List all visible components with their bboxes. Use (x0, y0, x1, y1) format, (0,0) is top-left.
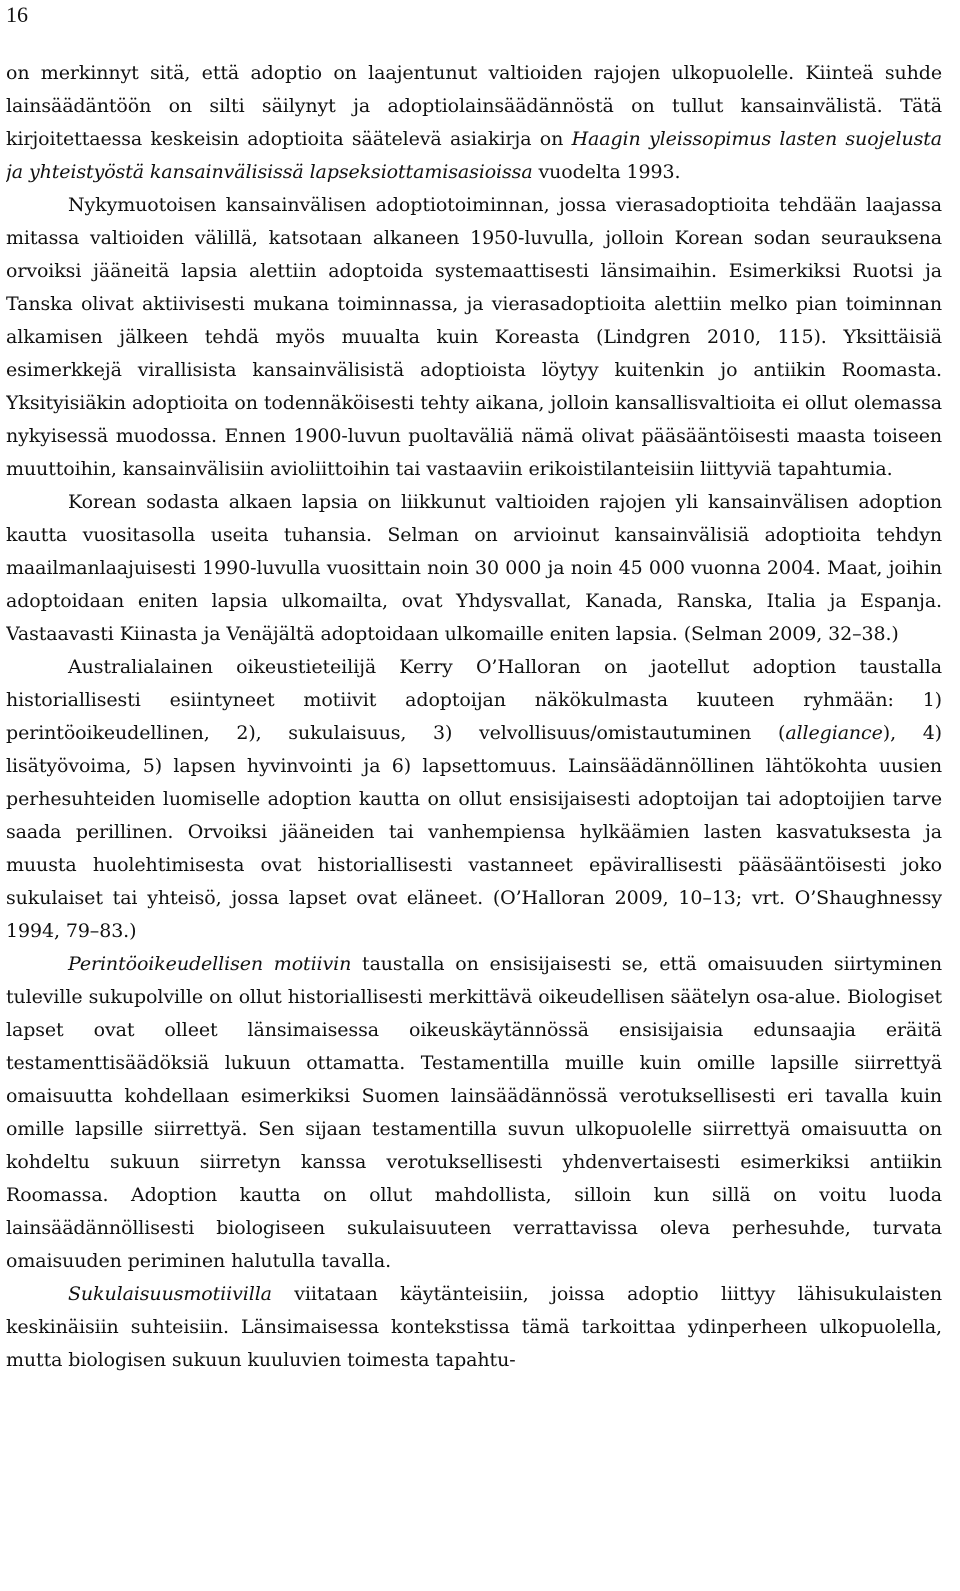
page-number: 16 (6, 2, 28, 27)
paragraph-3 (6, 486, 942, 651)
text-segment: Australialainen oikeustieteilijä Kerry O’Halloran on jaotellut adoption taustalla historiallisesti esiintyneet motiivit adoptoijan näkökulmasta kuuteen ryhmään: 1) perintöoikeudellinen, 2), sukulaisuus, 3) velvollisuus/omistautuminen ( (6, 656, 942, 744)
paragraph-6 (6, 1278, 942, 1377)
document-page (6, 0, 942, 1591)
body-text (6, 57, 942, 1377)
text-segment: Korean sodasta alkaen lapsia on liikkunut valtioiden rajojen yli kansainvälisen adoption kautta vuositasolla useita tuhansia. Selman on arvioinut kansainvälisiä adoptioita tehdyn maailmanlaajuisesti 1990-luvulla vuosittain noin 30 000 ja noin 45 000 vuonna 2004. Maat, joihin adoptoidaan eniten lapsia ulkomailta, ovat Yhdysvallat, Kanada, Ranska, Italia ja Espanja. Vastaavasti Kiinasta ja Venäjältä adoptoidaan ulkomaille eniten lapsia. (Selman 2009, 32–38.) (6, 491, 942, 645)
text-segment-italic: allegiance (785, 722, 883, 744)
text-segment-italic: Perintöoikeudellisen motiivin (68, 953, 352, 975)
paragraph-1 (6, 57, 942, 189)
paragraph-2 (6, 189, 942, 486)
text-segment: taustalla on ensisijaisesti se, että omaisuuden siirtyminen tuleville sukupolville on ollut historiallisesti merkittävä oikeudellisen säätelyn osa-alue. Biologiset lapset ovat olleet länsimaisessa oikeuskäytännössä ensisijaisia edunsaajia eräitä testamenttisäädöksiä lukuun ottamatta. Testamentilla muille kuin omille lapsille siirrettyä omaisuutta kohdellaan esimerkiksi Suomen lainsäädännössä verotuksellisesti eri tavalla kuin omille lapsille siirrettyä. Sen sijaan testamentilla suvun ulkopuolelle siirrettyä omaisuutta on kohdeltu sukuun siirretyn kanssa verotuksellisesti yhdenvertaisesti esimerkiksi antiikin Roomassa. Adoption kautta on ollut mahdollista, silloin kun sillä on voitu luoda lainsäädännöllisesti biologiseen sukulaisuuteen verrattavissa oleva perhesuhde, turvata omaisuuden periminen halutulla tavalla. (6, 953, 942, 1272)
text-segment: on merkinnyt sitä, että adoptio on laajentunut valtioiden rajojen ulkopuolelle. Kiinteä suhde lainsäädäntöön on silti säilynyt ja adoptiolainsäädännöstä on tullut kansainvälistä. Tätä kirjoitettaessa keskeisin adoptioita säätelevä asiakirja on (6, 62, 942, 150)
text-segment-italic: Sukulaisuusmotiivilla (68, 1283, 272, 1305)
text-segment: Nykymuotoisen kansainvälisen adoptiotoiminnan, jossa vierasadoptioita tehdään laajassa mitassa valtioiden välillä, katsotaan alkaneen 1950-luvulla, jolloin Korean sodan seurauksena orvoiksi jääneitä lapsia alettiin adoptoida systemaattisesti länsimaihin. Esimerkiksi Ruotsi ja Tanska olivat aktiivisesti mukana toiminnassa, ja vierasadoptioita alettiin melko pian toiminnan alkamisen jälkeen tehdä myös muualta kuin Koreasta (Lindgren 2010, 115). Yksittäisiä esimerkkejä virallisista kansainvälisistä adoptioista löytyy kuitenkin jo antiikin Roomasta. Yksityisiäkin adoptioita on todennäköisesti tehty aikana, jolloin kansallisvaltioita ei ollut olemassa nykyisessä muodossa. Ennen 1900-luvun puoltaväliä nämä olivat pääsääntöisesti maasta toiseen muuttoihin, kansainvälisiin avioliittoihin tai vastaaviin erikoistilanteisiin liittyviä tapahtumia. (6, 194, 942, 480)
paragraph-5 (6, 948, 942, 1278)
text-segment: viitataan käytänteisiin, joissa adoptio liittyy lähisukulaisten keskinäisiin suhteisiin. Länsimaisessa kontekstissa tämä tarkoittaa ydinperheen ulkopuolella, mutta biologisen sukuun kuuluvien toimesta tapahtu- (6, 1283, 942, 1371)
paragraph-4 (6, 651, 942, 948)
text-segment: vuodelta 1993. (532, 161, 681, 183)
text-segment-italic: Haagin yleissopimus lasten suojelusta ja yhteistyöstä kansainvälisissä lapseksiottamisasioissa (6, 128, 942, 183)
text-segment: ), 4) lisätyövoima, 5) lapsen hyvinvointi ja 6) lapsettomuus. Lainsäädännöllinen lähtökohta uusien perhesuhteiden luomiselle adoption kautta on ollut ensisijaisesti adoptoijan tai adoptoijien tarve saada perillinen. Orvoiksi jääneiden tai vanhempiensa hylkäämien lasten kasvatuksesta ja muusta huolehtimisesta ovat historiallisesti vastanneet epävirallisesti pääsääntöisesti joko sukulaiset tai yhteisö, jossa lapset ovat eläneet. (O’Halloran 2009, 10–13; vrt. O’Shaughnessy 1994, 79–83.) (6, 722, 942, 942)
